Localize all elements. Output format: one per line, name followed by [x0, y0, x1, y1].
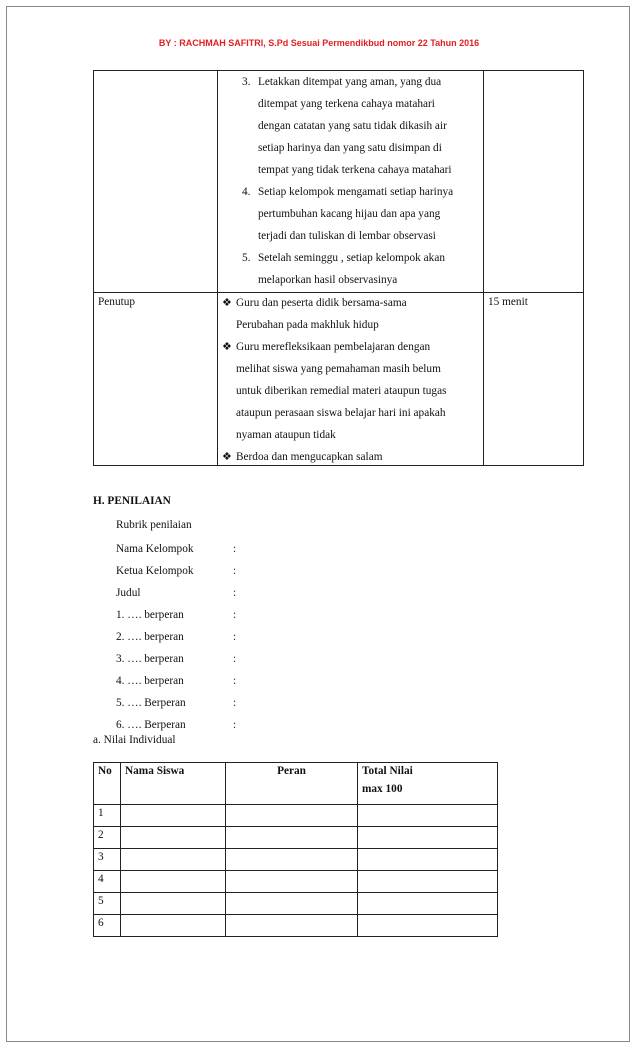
empty-cell [121, 915, 226, 937]
field-colon: : [233, 631, 237, 643]
table-row [94, 849, 498, 871]
step-text: melaporkan hasil observasinya [258, 274, 398, 286]
empty-cell [226, 893, 358, 915]
empty-cell [121, 849, 226, 871]
penutup-text: Berdoa dan mengucapkan salam [236, 451, 383, 463]
step-number: 5. [242, 252, 251, 264]
step-text: pertumbuhan kacang hijau dan apa yang [258, 208, 441, 220]
field-label: Ketua Kelompok [116, 565, 194, 577]
row-number: 3 [94, 849, 121, 871]
activity-time-cell [484, 71, 584, 293]
empty-cell [358, 849, 498, 871]
empty-cell [358, 915, 498, 937]
table-row [94, 293, 584, 466]
field-colon: : [233, 653, 237, 665]
subsection-label: a. Nilai Individual [93, 734, 176, 746]
row-number: 1 [94, 805, 121, 827]
header-nama: Nama Siswa [121, 763, 226, 805]
table-header-row [94, 763, 498, 805]
step-text: tempat yang tidak terkena cahaya matahari [258, 164, 452, 176]
step-text: ditempat yang terkena cahaya matahari [258, 98, 435, 110]
step-text: setiap harinya dan yang satu disimpan di [258, 142, 442, 154]
empty-cell [226, 827, 358, 849]
penutup-text: Guru dan peserta didik bersama-sama [236, 297, 407, 309]
field-colon: : [233, 543, 237, 555]
field-colon: : [233, 565, 237, 577]
section-heading: H. PENILAIAN [93, 495, 171, 507]
empty-cell [358, 805, 498, 827]
field-label: Judul [116, 587, 141, 599]
table-row [94, 827, 498, 849]
table-row [94, 915, 498, 937]
step-text: Setiap kelompok mengamati setiap harinya [258, 186, 454, 198]
penutup-text: nyaman ataupun tidak [236, 429, 336, 441]
field-colon: : [233, 609, 237, 621]
row-number: 4 [94, 871, 121, 893]
penutup-text: melihat siswa yang pemahaman masih belum [236, 363, 441, 375]
row-number: 2 [94, 827, 121, 849]
table-row [94, 871, 498, 893]
field-label: 2. …. berperan [116, 631, 184, 643]
table-row [94, 71, 584, 293]
step-number: 4. [242, 186, 251, 198]
empty-cell [226, 805, 358, 827]
activity-label-cell [94, 71, 218, 293]
step-text: terjadi dan tuliskan di lembar observasi [258, 230, 436, 242]
field-colon: : [233, 675, 237, 687]
header-total: Total Nilai max 100 [358, 763, 498, 805]
empty-cell [121, 827, 226, 849]
field-label: Nama Kelompok [116, 543, 194, 555]
header-peran: Peran [226, 763, 358, 805]
activity-steps-cell [218, 71, 484, 293]
empty-cell [226, 849, 358, 871]
field-colon: : [233, 697, 237, 709]
header-no: No [94, 763, 121, 805]
empty-cell [226, 915, 358, 937]
diamond-bullet-icon: ❖ [222, 451, 232, 463]
penutup-content-cell [218, 293, 484, 466]
empty-cell [121, 871, 226, 893]
field-colon: : [233, 587, 237, 599]
field-label: 6. …. Berperan [116, 719, 186, 731]
penutup-text: Perubahan pada makhluk hidup [236, 319, 379, 331]
rubric-label: Rubrik penilaian [116, 519, 192, 531]
activity-table [93, 70, 584, 466]
penutup-time-cell [484, 293, 584, 466]
step-text: Setelah seminggu , setiap kelompok akan [258, 252, 445, 264]
empty-cell [121, 893, 226, 915]
empty-cell [121, 805, 226, 827]
table-row [94, 805, 498, 827]
penutup-text: ataupun perasaan siswa belajar hari ini apakah [236, 407, 446, 419]
step-number: 3. [242, 76, 251, 88]
field-label: 4. …. berperan [116, 675, 184, 687]
empty-cell [358, 893, 498, 915]
nilai-table [93, 762, 498, 937]
field-label: 3. …. berperan [116, 653, 184, 665]
row-number: 5 [94, 893, 121, 915]
step-text: dengan catatan yang satu tidak dikasih air [258, 120, 447, 132]
field-label: 1. …. berperan [116, 609, 184, 621]
step-text: Letakkan ditempat yang aman, yang dua [258, 76, 442, 88]
field-label: 5. …. Berperan [116, 697, 186, 709]
penutup-label-cell [94, 293, 218, 466]
penutup-label: Penutup [98, 296, 136, 308]
diamond-bullet-icon: ❖ [222, 341, 232, 353]
page-header: BY : RACHMAH SAFITRI, S.Pd Sesuai Permendikbud nomor 22 Tahun 2016 [158, 38, 480, 48]
penutup-text: untuk diberikan remedial materi ataupun tugas [236, 385, 447, 397]
empty-cell [226, 871, 358, 893]
row-number: 6 [94, 915, 121, 937]
diamond-bullet-icon: ❖ [222, 297, 232, 309]
field-colon: : [233, 719, 237, 731]
penutup-time: 15 menit [488, 296, 528, 308]
table-row [94, 893, 498, 915]
penutup-text: Guru merefleksikaan pembelajaran dengan [236, 341, 431, 353]
empty-cell [358, 871, 498, 893]
empty-cell [358, 827, 498, 849]
